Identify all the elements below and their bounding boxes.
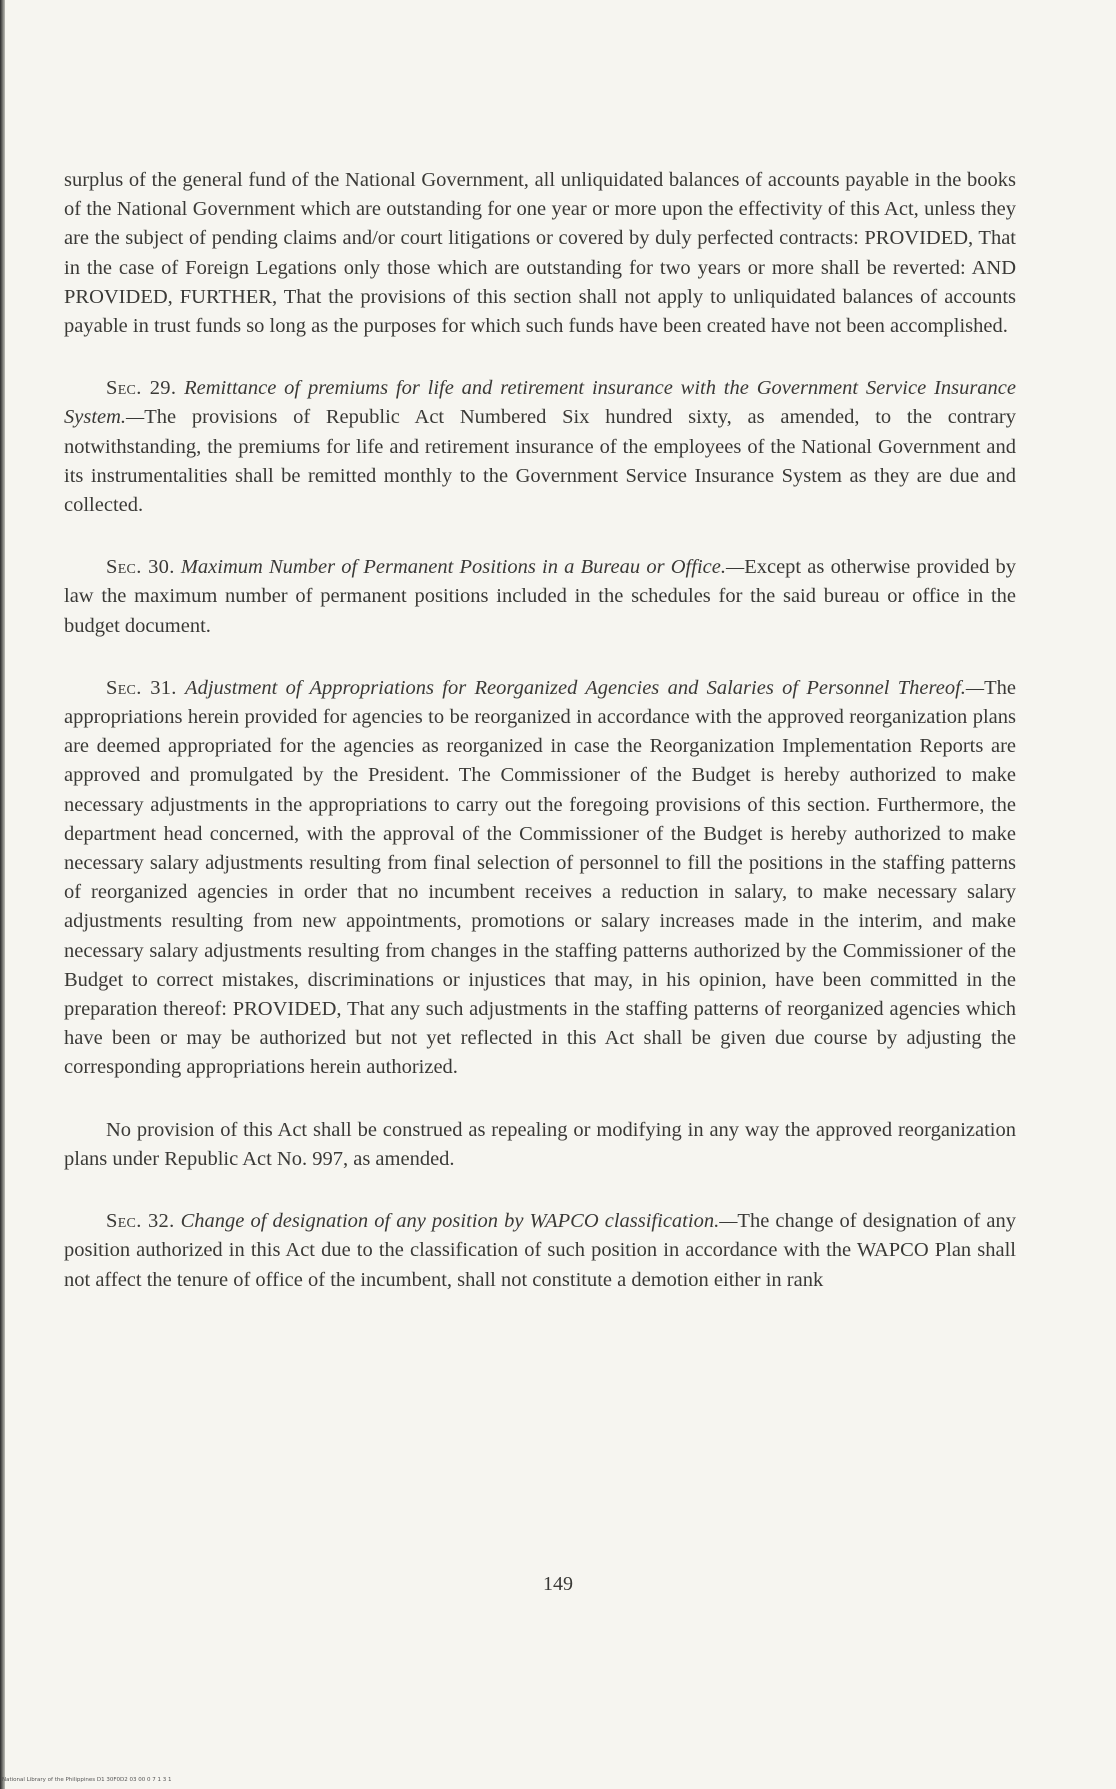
page-number: 149 — [543, 1573, 573, 1595]
section-30 — [64, 553, 1016, 641]
section-number: Sec. 31. — [106, 676, 177, 699]
section-31 — [64, 674, 1016, 1083]
section-32 — [64, 1207, 1016, 1295]
section-text: The provisions of Republic Act Numbered Six hundred sixty, as amended, to the contrary notwithstanding, the premiums for life and retirement insurance of the employees of the National Government and its instrumentalities shall be remitted monthly to the Government Service Insurance System as they are due and collected. — [64, 406, 1016, 517]
section-text: Except as otherwise provided by law the maximum number of permanent positions included in the schedules for the said bureau or office in the budget document. — [64, 556, 1017, 637]
section-number: Sec. 29. — [106, 377, 177, 400]
scan-footer-credit: National Library of the Philippines D1 30F0D2 03 00 0 7 1 3 1 — [2, 1777, 172, 1783]
section-title: Maximum Number of Permanent Positions in a Bureau or Office.— — [180, 556, 745, 579]
section-title: Adjustment of Appropriations for Reorganized Agencies and Salaries of Personnel Thereof.— — [185, 676, 985, 699]
paragraph-text: No provision of this Act shall be construed as repealing or modifying in any way the approved reorganization plans under Republic Act No. 997, as amended. — [64, 1118, 1016, 1170]
paragraph-text: surplus of the general fund of the National Government, all unliquidated balances of accounts payable in the books of the National Government which are outstanding for one year or more upon the effectivity of this Act, unless they are the subject of pending claims and/or court litigations or covered by duly perfected contracts: PROVIDED, That in the case of Foreign Legations only those which are outstanding for two years or more shall be reverted: AND PROVIDED, FURTHER, That the provisions of this section shall not apply to unliquidated balances of accounts payable in trust funds so long as the purposes for which such funds have been created have not been accomplished. — [64, 169, 1016, 338]
section-number: Sec. 32. — [106, 1210, 175, 1233]
paragraph-continuation — [64, 166, 1016, 341]
paragraph-reorganization-note — [64, 1116, 1016, 1174]
section-text: The change of designation of any position authorized in this Act due to the classification of such position in accordance with the WAPCO Plan shall not affect the tenure of office of the incumbent, shall not constitute a demotion either in rank — [64, 1210, 1016, 1291]
section-title: Change of designation of any position by WAPCO classification.— — [180, 1210, 738, 1233]
section-title: Remittance of premiums for life and retirement insurance with the Government Service Insurance System.— — [64, 377, 1016, 429]
page-body — [64, 166, 1016, 1295]
section-29 — [64, 374, 1016, 520]
section-text: The appropriations herein provided for agencies to be reorganized in accordance with the approved reorganization plans are deemed appropriated for the agencies as reorganized in case the Reorganization Implementation Reports are approved and promulgated by the President. The Commissioner of the Budget is hereby authorized to make necessary adjustments in the appropriations to carry out the foregoing provisions of this section. Furthermore, the department head concerned, with the approval of the Commissioner of the Budget is hereby authorized to make necessary salary adjustments resulting from final selection of personnel to fill the positions in the staffing patterns of reorganized agencies in order that no incumbent receives a reduction in salary, to make necessary salary adjustments resulting from new appointments, promotions or salary increases made in the interim, and make necessary salary adjustments resulting from changes in the staffing patterns authorized by the Commissioner of the Budget to correct mistakes, discriminations or injustices that may, in his opinion, have been committed in the preparation thereof: PROVIDED, That any such adjustments in the staffing patterns of reorganized agencies which have been or may be authorized but not yet reflected in this Act shall be given due course by adjusting the corresponding appropriations herein authorized. — [64, 676, 1016, 1079]
scan-left-edge — [0, 0, 5, 1789]
section-number: Sec. 30. — [106, 556, 175, 579]
